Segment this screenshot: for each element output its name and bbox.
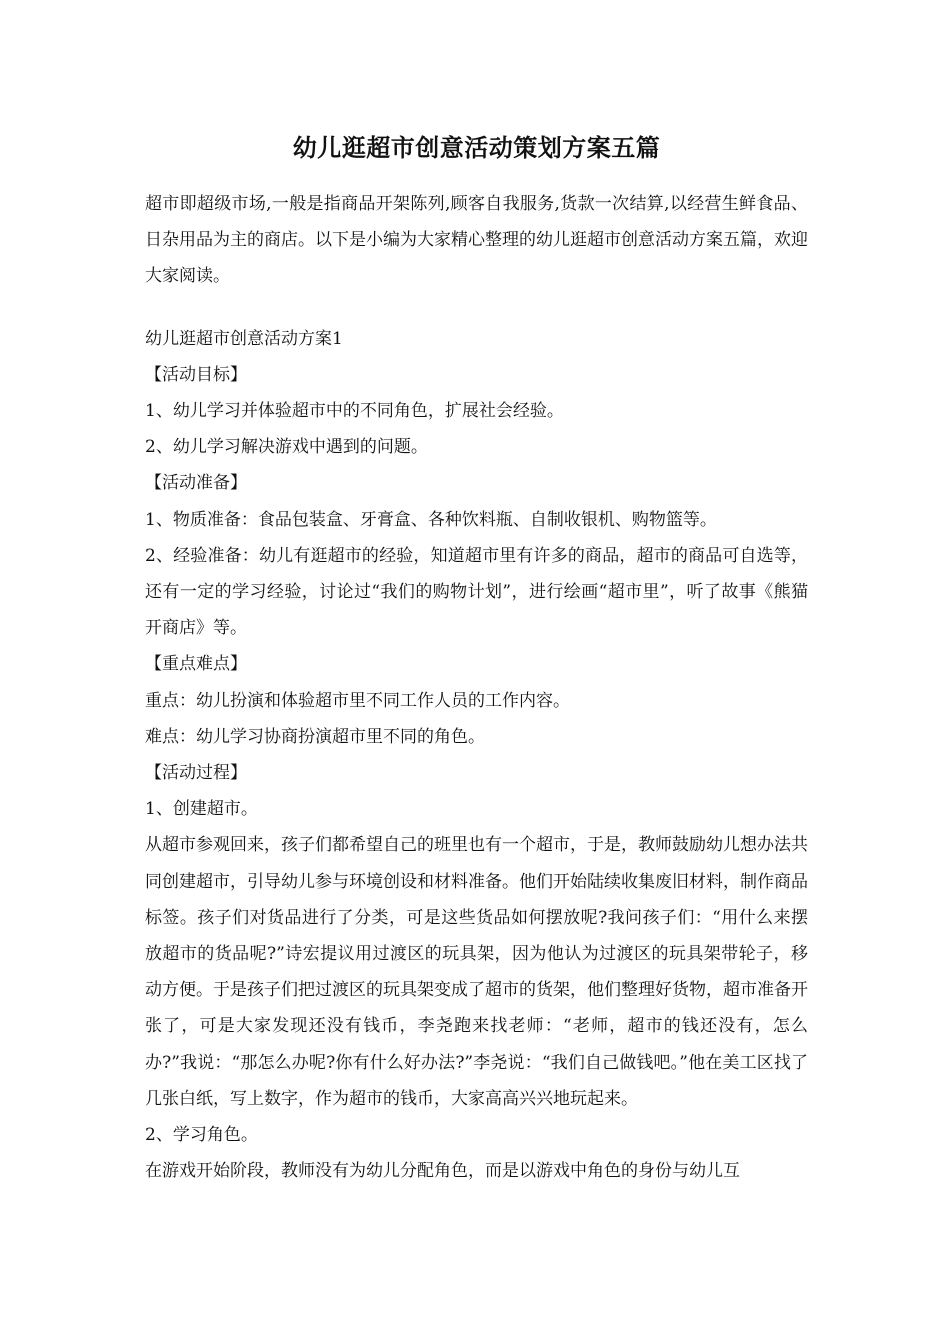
preparation-item-2: 2、经验准备：幼儿有逛超市的经验，知道超市里有许多的商品，超市的商品可自选等，还有一定的学习经验，讨论过“我们的购物计划”，进行绘画“超市里”，听了故事《熊猫开商店》等。	[145, 545, 808, 639]
key-point: 重点：幼儿扮演和体验超市里不同工作人员的工作内容。	[145, 690, 570, 711]
process-step-2-body: 在游戏开始阶段，教师没有为幼儿分配角色，而是以游戏中角色的身份与幼儿互	[145, 1161, 740, 1182]
difficulty-point: 难点：幼儿学习协商扮演超市里不同的角色。	[145, 726, 485, 747]
document-page	[145, 128, 808, 1189]
intro-paragraph: 超市即超级市场,一般是指商品开架陈列,顾客自我服务,货款一次结算,以经营生鲜食品、日杂用品为主的商店。以下是小编为大家精心整理的幼儿逛超市创意活动方案五篇，欢迎大家阅读。	[145, 194, 808, 287]
heading-activity-preparation: 【活动准备】	[145, 473, 247, 494]
spacer	[145, 295, 808, 321]
preparation-item-1: 1、物质准备：食品包装盒、牙膏盒、各种饮料瓶、自制收银机、购物篮等。	[145, 509, 717, 530]
goal-item-2: 2、幼儿学习解决游戏中遇到的问题。	[145, 437, 428, 458]
heading-activity-goals: 【活动目标】	[145, 364, 247, 385]
heading-activity-process: 【活动过程】	[145, 763, 247, 784]
section-heading: 幼儿逛超市创意活动方案1	[145, 328, 343, 349]
process-step-1: 1、创建超市。	[145, 799, 258, 820]
process-step-2: 2、学习角色。	[145, 1125, 258, 1146]
heading-key-difficulties: 【重点难点】	[145, 654, 247, 675]
process-step-1-body: 从超市参观回来，孩子们都希望自己的班里也有一个超市，于是，教师鼓励幼儿想办法共同创建超市，引导幼儿参与环境创设和材料准备。他们开始陆续收集废旧材料，制作商品标签。孩子们对货品进行了分类，可是这些货品如何摆放呢?我问孩子们：“用什么来摆放超市的货品呢?”诗宏提议用过渡区的玩具架，因为他认为过渡区的玩具架带轮子，移动方便。于是孩子们把过渡区的玩具架变成了超市的货架，他们整理好货物，超市准备开张了，可是大家发现还没有钱币，李尧跑来找老师：“老师，超市的钱还没有，怎么办?”我说：“那怎么办呢?你有什么好办法?”李尧说：“我们自己做钱吧。”他在美工区找了几张白纸，写上数字，作为超市的钱币，大家高高兴兴地玩起来。	[145, 835, 808, 1109]
goal-item-1: 1、幼儿学习并体验超市中的不同角色，扩展社会经验。	[145, 401, 564, 422]
document-title: 幼儿逛超市创意活动策划方案五篇	[292, 133, 661, 162]
